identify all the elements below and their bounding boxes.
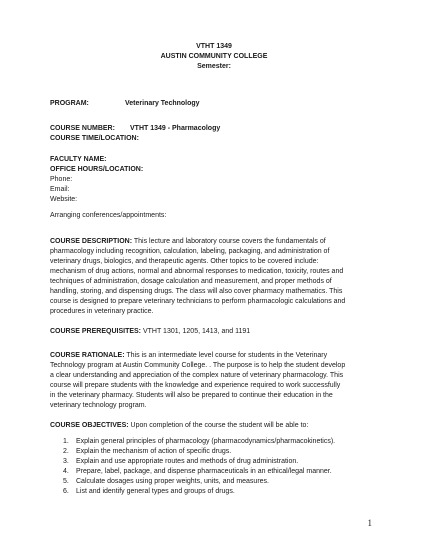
document-header <box>0 42 428 72</box>
rationale-line: in the veterinary pharmacy. Students will also be prepared to continue their education in the <box>50 392 333 399</box>
description-line: mechanism of drug actions, normal and abnormal responses to medication, toxicity, routes and <box>50 268 344 275</box>
objective-number: 5. <box>63 478 69 485</box>
program-section <box>50 99 380 109</box>
description-line: handling, storing, and dispensing drugs. The class will also cover pharmacy mathematics. This <box>50 288 343 295</box>
office-hours-label: OFFICE HOURS/LOCATION: <box>50 166 144 173</box>
semester-heading: Semester: <box>197 63 231 70</box>
program-value: Veterinary Technology <box>125 100 200 107</box>
objective-item <box>63 477 393 487</box>
course-objectives-section <box>50 421 380 431</box>
objective-item <box>63 447 393 457</box>
arranging-text: Arranging conferences/appointments: <box>50 212 167 219</box>
course-rationale-section <box>50 351 380 411</box>
website-label: Website: <box>50 196 78 203</box>
objectives-intro: Upon completion of the course the student will be able to: <box>128 422 309 429</box>
description-line: procedures in veterinary practice. <box>50 308 154 315</box>
objective-text: Prepare, label, package, and dispense pharmaceuticals in an ethical/legal manner. <box>76 468 332 475</box>
prerequisites-label: COURSE PREREQUISITES: <box>50 328 142 335</box>
rationale-label: COURSE RATIONALE: <box>50 352 125 359</box>
rationale-first-line: This is an intermediate level course for students in the Veterinary <box>124 352 328 359</box>
course-code-heading: VTHT 1349 <box>196 43 232 50</box>
faculty-section <box>50 155 380 205</box>
college-heading: AUSTIN COMMUNITY COLLEGE <box>160 53 268 60</box>
objective-text: List and identify general types and groups of drugs. <box>76 488 235 495</box>
faculty-name-label: FACULTY NAME: <box>50 156 107 163</box>
rationale-line: veterinary technology program. <box>50 402 147 409</box>
description-first-line: This lecture and laboratory course covers the fundamentals of <box>132 238 326 245</box>
objective-number: 6. <box>63 488 69 495</box>
objective-text: Explain general principles of pharmacology (pharmacodynamics/pharmacokinetics). <box>76 438 336 445</box>
rationale-line: course will prepare students with the knowledge and experience required to work successfully <box>50 382 341 389</box>
objective-number: 3. <box>63 458 69 465</box>
objective-item <box>63 487 393 497</box>
objective-number: 2. <box>63 448 69 455</box>
email-label: Email: <box>50 186 70 193</box>
objective-number: 1. <box>63 438 69 445</box>
description-line: pharmacology including recognition, calculation, labeling, packaging, and administration of <box>50 248 330 255</box>
arranging-section <box>50 211 380 221</box>
course-number-label: COURSE NUMBER: <box>50 125 115 132</box>
prerequisites-section <box>50 327 380 337</box>
course-number-section <box>50 124 380 144</box>
objective-item <box>63 467 393 477</box>
rationale-line: a clear understanding and appreciation of the complex nature of veterinary pharmacology. This <box>50 372 344 379</box>
course-description-section <box>50 237 380 317</box>
rationale-line: Technology program at Austin Community College. . The purpose is to help the student develop <box>50 362 346 369</box>
objectives-label: COURSE OBJECTIVES: <box>50 422 129 429</box>
description-line: techniques of administration, dosage calculation and measurement, and proper methods of <box>50 278 332 285</box>
course-number-value: VTHT 1349 - Pharmacology <box>130 125 221 132</box>
phone-label: Phone: <box>50 176 73 183</box>
objectives-list <box>63 437 393 497</box>
program-label: PROGRAM: <box>50 100 89 107</box>
description-line: veterinary drugs, biologics, and therapeutic agents. Other topics to be covered include: <box>50 258 319 265</box>
objective-text: Explain and use appropriate routes and methods of drug administration. <box>76 458 299 465</box>
objective-text: Calculate dosages using proper weights, units, and measures. <box>76 478 269 485</box>
objective-item <box>63 437 393 447</box>
course-time-label: COURSE TIME/LOCATION: <box>50 135 139 142</box>
page-number: 1 <box>367 518 372 528</box>
prerequisites-value: VTHT 1301, 1205, 1413, and 1191 <box>141 328 251 335</box>
description-line: course is designed to prepare veterinary technicians to perform pharmacologic calculations and <box>50 298 346 305</box>
objective-item <box>63 457 393 467</box>
objective-text: Explain the mechanism of action of specific drugs. <box>76 448 232 455</box>
objective-number: 4. <box>63 468 69 475</box>
description-label: COURSE DESCRIPTION: <box>50 238 133 245</box>
